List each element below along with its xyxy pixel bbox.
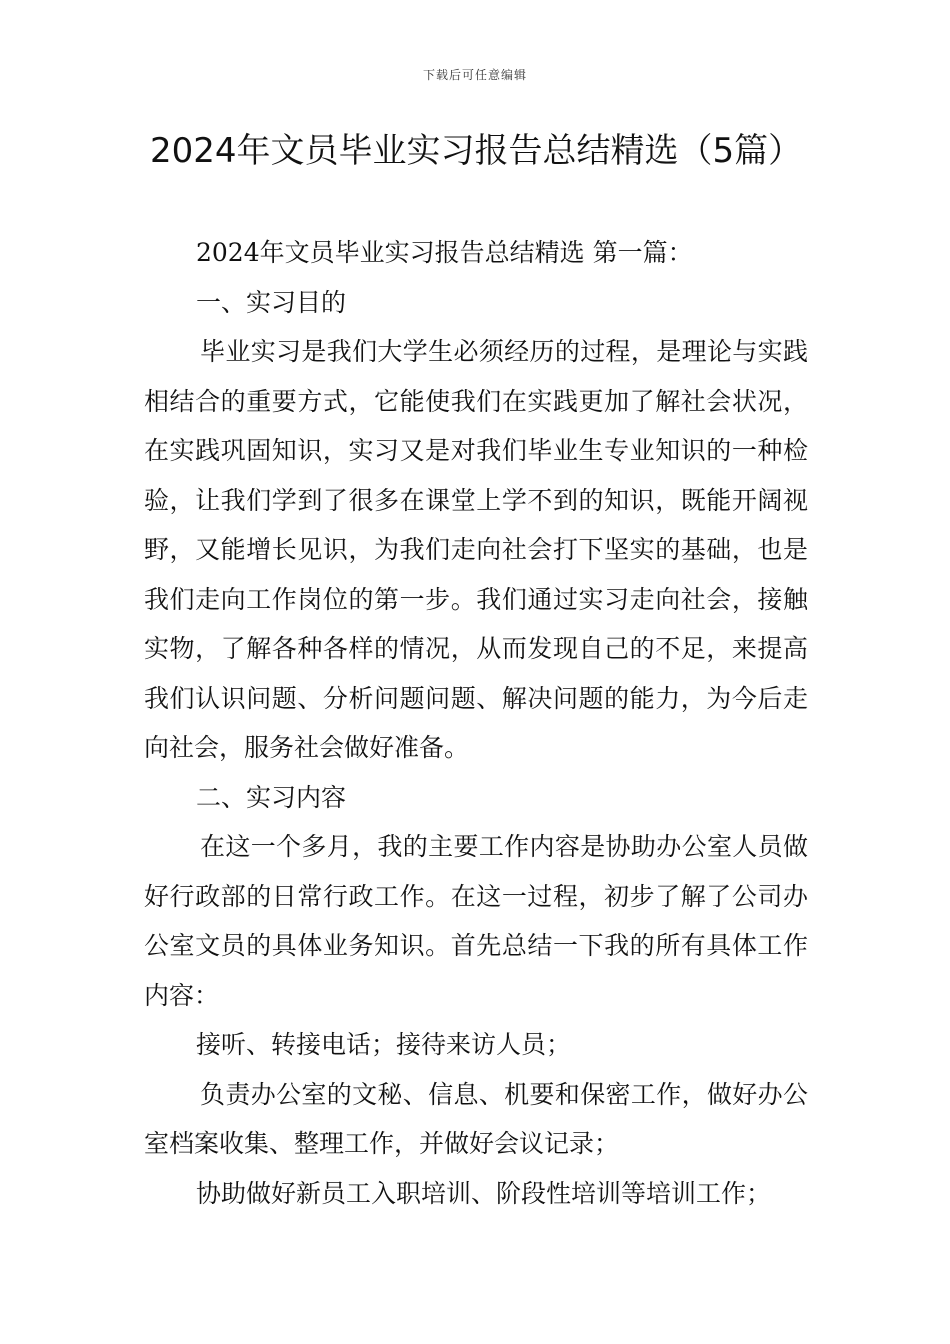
header-note: 下载后可任意编辑 [422,68,527,82]
section-heading-purpose: 一、实习目的 [196,287,347,317]
list-item-training: 协助做好新员工入职培训、阶段性培训等培训工作； [196,1178,772,1208]
section-heading-content: 二、实习内容 [196,782,347,812]
document-body [144,228,808,1218]
document-title: 2024年文员毕业实习报告总结精选（5篇） [150,131,803,171]
list-item-secretarial: 负责办公室的文秘、信息、机要和保密工作，做好办公室档案收集、整理工作，并做好会议记录； [144,1079,808,1158]
list-item-phone: 接听、转接电话；接待来访人员； [196,1030,572,1059]
paragraph-purpose: 毕业实习是我们大学生必须经历的过程，是理论与实践相结合的重要方式，它能使我们在实践更加了解社会状况，在实践巩固知识，实习又是对我们毕业生专业知识的一种检验，让我们学到了很多在课堂上学不到的知识，既能开阔视野，又能增长见识，为我们走向社会打下坚实的基础，也是我们走向工作岗位的第一步。我们通过实习走向社会，接触实物，了解各种各样的情况，从而发现自己的不足，来提高我们认识问题、分析问题问题、解决问题的能力，为今后走向社会，服务社会做好准备。 [144,337,808,762]
paragraph-content: 在这一个多月，我的主要工作内容是协助办公室人员做好行政部的日常行政工作。在这一过程，初步了解了公司办公室文员的具体业务知识。首先总结一下我的所有具体工作内容： [144,832,808,1010]
section-intro-line: 2024年文员毕业实习报告总结精选 第一篇： [196,238,693,267]
